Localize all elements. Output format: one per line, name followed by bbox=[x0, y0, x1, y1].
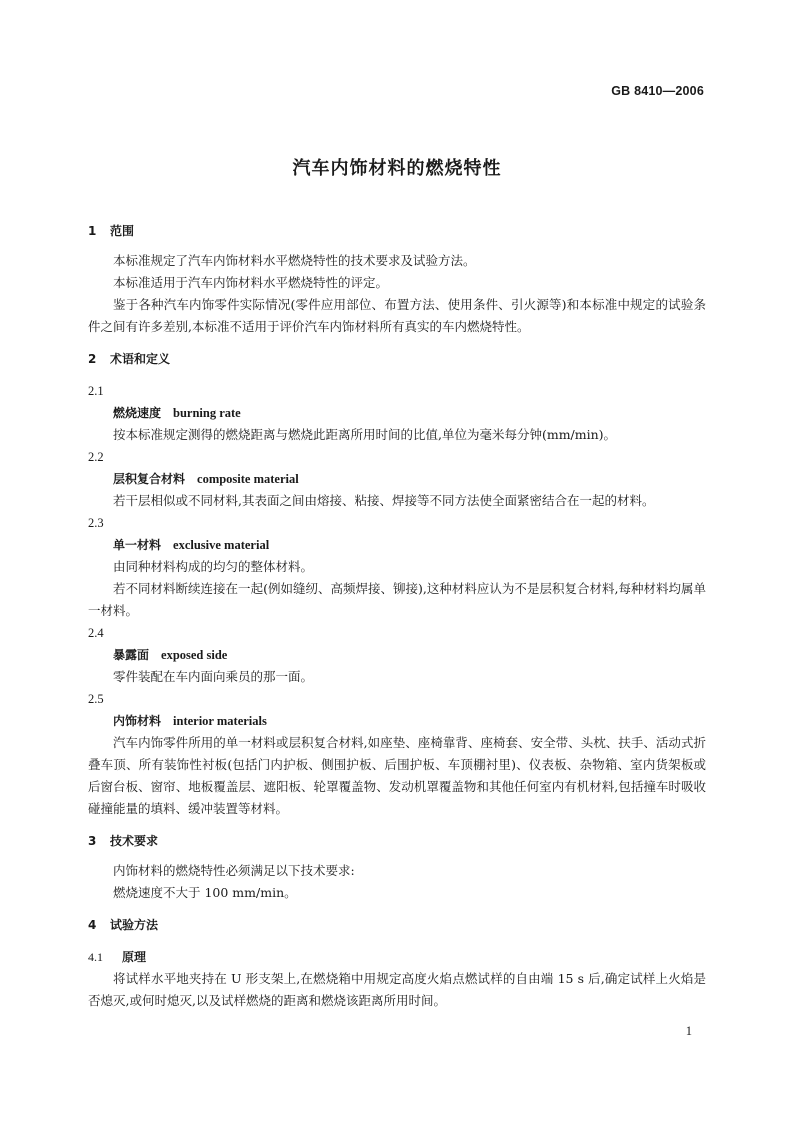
section-number: 3 bbox=[88, 834, 97, 848]
section-number: 4 bbox=[88, 918, 97, 932]
term-heading bbox=[113, 644, 706, 666]
section-title: 范围 bbox=[110, 224, 135, 238]
section-4-heading bbox=[88, 914, 706, 936]
term-number: 2.5 bbox=[88, 692, 104, 706]
term-number: 2.4 bbox=[88, 626, 104, 640]
subsection-number: 4.1 bbox=[88, 950, 103, 964]
paragraph: 鉴于各种汽车内饰零件实际情况(零件应用部位、布置方法、使用条件、引火源等)和本标准中规定的试验条件之间有许多差别,本标准不适用于评价汽车内饰材料所有真实的车内燃烧特性。 bbox=[88, 297, 706, 334]
paragraph: 燃烧速度不大于 100 mm/min。 bbox=[113, 885, 297, 900]
page-number: 1 bbox=[685, 1024, 692, 1038]
paragraph: 本标准适用于汽车内饰材料水平燃烧特性的评定。 bbox=[113, 275, 389, 290]
standard-code: GB 8410—2006 bbox=[611, 84, 704, 98]
paragraph: 内饰材料的燃烧特性必须满足以下技术要求: bbox=[113, 863, 355, 878]
section-2-heading bbox=[88, 348, 706, 370]
document-title: 汽车内饰材料的燃烧特性 bbox=[292, 158, 502, 179]
section-3-heading bbox=[88, 830, 706, 852]
definition: 由同种材料构成的均匀的整体材料。 bbox=[113, 559, 314, 574]
term-zh: 燃烧速度 bbox=[113, 406, 162, 420]
term-en: exposed side bbox=[161, 648, 228, 662]
definition: 零件装配在车内面向乘员的那一面。 bbox=[113, 669, 314, 684]
definition: 若不同材料断续连接在一起(例如缝纫、高频焊接、铆接),这种材料应认为不是层积复合材料,每种材料均属单一材料。 bbox=[88, 581, 706, 618]
section-title: 技术要求 bbox=[110, 834, 159, 848]
term-heading bbox=[113, 468, 706, 490]
paragraph: 本标准规定了汽车内饰材料水平燃烧特性的技术要求及试验方法。 bbox=[113, 253, 476, 268]
term-number: 2.3 bbox=[88, 516, 104, 530]
term-en: composite material bbox=[197, 472, 299, 486]
document-body bbox=[88, 220, 706, 1012]
term-zh: 层积复合材料 bbox=[113, 472, 186, 486]
section-1-heading bbox=[88, 220, 706, 242]
term-heading bbox=[113, 402, 706, 424]
section-title: 试验方法 bbox=[110, 918, 159, 932]
term-en: burning rate bbox=[173, 406, 241, 420]
definition: 按本标准规定测得的燃烧距离与燃烧此距离所用时间的比值,单位为毫米每分钟(mm/min)。 bbox=[113, 427, 617, 442]
subsection-4-1-heading bbox=[88, 946, 706, 968]
paragraph: 将试样水平地夹持在 U 形支架上,在燃烧箱中用规定高度火焰点燃试样的自由端 15 s 后,确定试样上火焰是否熄灭,或何时熄灭,以及试样燃烧的距离和燃烧该距离所用时间。 bbox=[88, 971, 706, 1008]
term-zh: 暴露面 bbox=[113, 648, 150, 662]
term-en: interior materials bbox=[173, 714, 267, 728]
term-zh: 内饰材料 bbox=[113, 714, 162, 728]
term-zh: 单一材料 bbox=[113, 538, 162, 552]
section-title: 术语和定义 bbox=[110, 352, 171, 366]
definition: 汽车内饰零件所用的单一材料或层积复合材料,如座垫、座椅靠背、座椅套、安全带、头枕、扶手、活动式折叠车顶、所有装饰性衬板(包括门内护板、侧围护板、后围护板、车顶棚衬里)、仪表板、杂物箱、室内货架板或后窗台板、窗帘、地板覆盖层、遮阳板、轮罩覆盖物、发动机罩覆盖物和其他任何室内有机材料,包括撞车时吸收碰撞能量的填料、缓冲装置等材料。 bbox=[88, 735, 706, 816]
term-number: 2.1 bbox=[88, 384, 104, 398]
term-heading bbox=[113, 534, 706, 556]
section-number: 1 bbox=[88, 224, 97, 238]
subsection-title: 原理 bbox=[122, 950, 147, 964]
term-en: exclusive material bbox=[173, 538, 270, 552]
definition: 若干层相似或不同材料,其表面之间由熔接、粘接、焊接等不同方法使全面紧密结合在一起的材料。 bbox=[113, 493, 655, 508]
term-number: 2.2 bbox=[88, 450, 104, 464]
section-number: 2 bbox=[88, 352, 97, 366]
term-heading bbox=[113, 710, 706, 732]
